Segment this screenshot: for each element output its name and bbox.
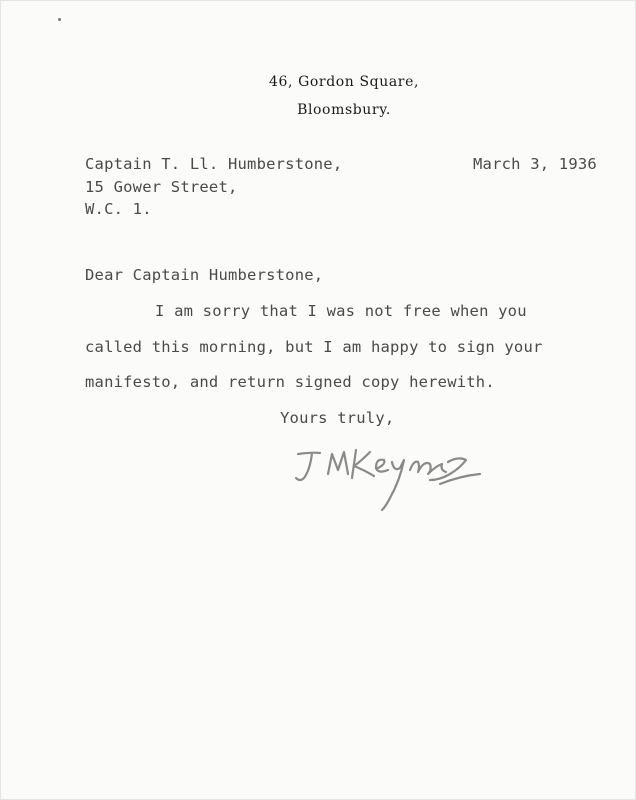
paper-speck	[58, 18, 61, 21]
salutation: Dear Captain Humberstone,	[85, 266, 324, 284]
body-line-1: I am sorry that I was not free when you	[155, 302, 527, 320]
closing: Yours truly,	[280, 409, 395, 427]
recipient-district: W.C. 1.	[85, 200, 152, 218]
handwritten-signature	[290, 440, 490, 515]
letter-date: March 3, 1936	[473, 155, 597, 173]
body-line-3: manifesto, and return signed copy herewith.	[85, 373, 495, 391]
recipient-street: 15 Gower Street,	[85, 178, 238, 196]
letterhead-address-line-2: Bloomsbury.	[297, 102, 391, 118]
letterhead	[0, 68, 636, 124]
recipient-name: Captain T. Ll. Humberstone,	[85, 155, 343, 173]
letterhead-address-line-1: 46, Gordon Square,	[268, 74, 420, 90]
body-line-2: called this morning, but I am happy to sign your	[85, 338, 543, 356]
